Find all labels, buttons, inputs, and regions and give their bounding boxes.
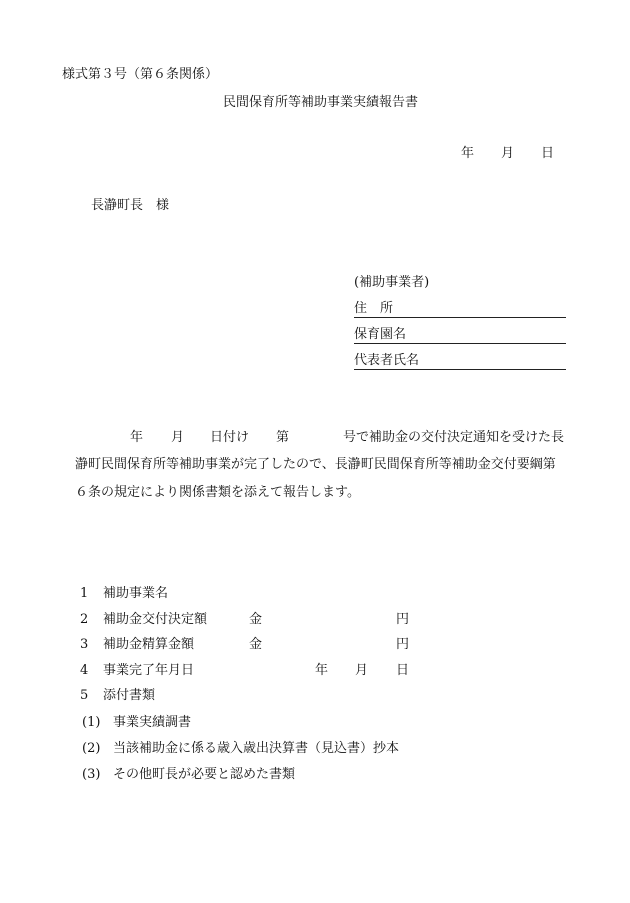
body-number-prefix: 第	[276, 430, 290, 445]
address-underline	[354, 317, 566, 318]
item-number: 3	[80, 637, 89, 652]
attachment-number: (2)	[82, 741, 101, 756]
item-number: 5	[80, 688, 89, 703]
facility-label: 保育園名	[354, 327, 407, 342]
completion-year: 年	[315, 663, 329, 678]
body-month: 月	[171, 430, 185, 445]
item-number: 1	[80, 586, 89, 601]
body-line2: 瀞町民間保育所等補助事業が完了したので、長瀞町民間保育所等補助金交付要綱第	[75, 457, 556, 472]
item-number: 2	[80, 612, 89, 627]
item-label: 事業完了年月日	[103, 663, 195, 678]
address-label: 住 所	[354, 301, 394, 316]
attachment-number: (1)	[82, 715, 101, 730]
amount-prefix: 金	[249, 612, 263, 627]
body-date-suffix: 日付け	[210, 430, 250, 445]
representative-label: 代表者氏名	[354, 353, 420, 368]
body-line1-rest: 号で補助金の交付決定通知を受けた長	[343, 430, 565, 445]
item-label: 添付書類	[103, 688, 156, 703]
facility-underline	[354, 343, 566, 344]
item-label: 補助事業名	[103, 586, 169, 601]
addressee-name: 長瀞町長	[91, 198, 144, 213]
item-number: 4	[80, 663, 89, 678]
completion-day: 日	[396, 663, 410, 678]
date-day: 日	[541, 146, 555, 161]
item-label: 補助金交付決定額	[103, 612, 208, 627]
item-label: 補助金精算金額	[103, 637, 195, 652]
addressee-honorific: 様	[156, 198, 170, 213]
form-number: 様式第３号（第６条関係）	[62, 67, 219, 82]
attachment-label: その他町長が必要と認めた書類	[113, 767, 296, 782]
attachment-label: 事業実績調書	[113, 715, 192, 730]
document-title: 民間保育所等補助事業実績報告書	[223, 95, 419, 110]
completion-month: 月	[355, 663, 369, 678]
date-month: 月	[501, 146, 515, 161]
attachment-label: 当該補助金に係る歳入歳出決算書（見込書）抄本	[113, 741, 400, 756]
body-year: 年	[130, 430, 144, 445]
reporter-heading: (補助事業者)	[354, 275, 430, 290]
body-line3: ６条の規定により関係書類を添えて報告します。	[75, 485, 360, 500]
amount-unit: 円	[396, 637, 410, 652]
attachment-number: (3)	[82, 767, 101, 782]
representative-underline	[354, 369, 566, 370]
amount-prefix: 金	[249, 637, 263, 652]
date-year: 年	[461, 146, 475, 161]
amount-unit: 円	[396, 612, 410, 627]
